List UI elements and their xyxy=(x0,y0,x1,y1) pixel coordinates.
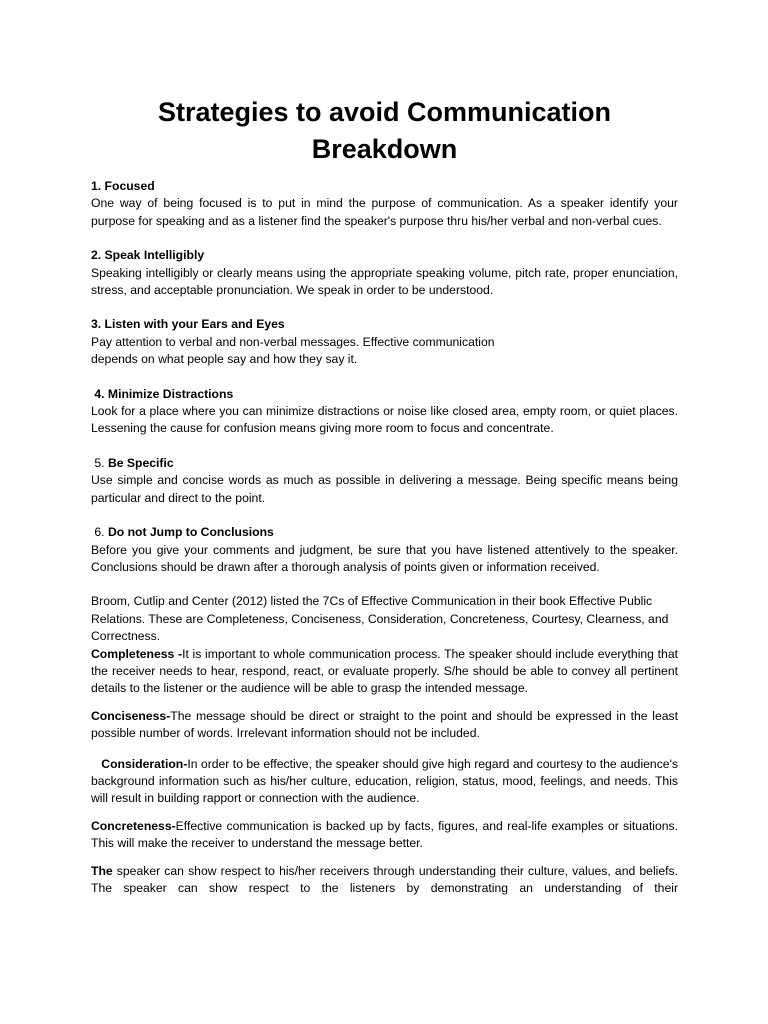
title-line-1: Strategies to avoid Communication xyxy=(157,97,612,127)
section-text: Look for a place where you can minimize distractions or noise like closed area, empty room, or quiet places. Lessening the cause for confusion means giving more room to focus and concentrate. xyxy=(91,404,678,436)
section-heading: 3. Listen with your Ears and Eyes xyxy=(91,317,285,332)
section-minimize-distractions xyxy=(91,386,678,438)
document-title xyxy=(91,94,678,168)
c-text: The message should be direct or straight to the point and should be expressed in the least possible number of words. Irrelevant information should not be included. xyxy=(91,708,678,741)
c-courtesy xyxy=(91,863,678,898)
section-heading xyxy=(91,524,678,541)
c-text: In order to be effective, the speaker should give high regard and courtesy to the audience's background information such as his/her culture, education, religion, status, mood, feelings, and needs. This will result in building rapport or connection with the audience. xyxy=(91,756,678,806)
section-focused xyxy=(91,178,678,230)
section-number: 5. xyxy=(91,455,108,470)
section-heading-label: Be Specific xyxy=(107,455,174,470)
intro-paragraph: Broom, Cutlip and Center (2012) listed the 7Cs of Effective Communication in their book Effective Public Relations. These are Completeness, Conciseness, Consideration, Concreteness, Courtesy, Clearness, and Correctness. xyxy=(91,594,669,644)
c-term: Concreteness- xyxy=(91,818,176,833)
section-listen xyxy=(91,316,678,368)
section-text: Use simple and concise words as much as possible in delivering a message. Being specific means being particular and direct to the point. xyxy=(91,473,678,505)
c-consideration xyxy=(91,756,678,808)
c-text: Effective communication is backed up by facts, figures, and real-life examples or situations. This will make the receiver to understand the message better. xyxy=(91,818,678,851)
c-conciseness xyxy=(91,708,678,743)
section-heading: 2. Speak Intelligibly xyxy=(91,248,205,263)
section-text: One way of being focused is to put in mind the purpose of communication. As a speaker identify your purpose for speaking and as a listener find the speaker's purpose thru his/her verbal and non-verbal cues. xyxy=(91,196,678,228)
section-number: 6. xyxy=(91,525,108,540)
section-text-line-2: depends on what people say and how they say it. xyxy=(91,352,358,367)
c-completeness xyxy=(91,646,678,698)
section-be-specific xyxy=(91,455,678,507)
c-text: speaker can show respect to his/her receivers through understanding their culture, values, and beliefs. The speaker can show respect to the listeners by demonstrating an understanding of their xyxy=(91,863,678,895)
section-text-line-1: Pay attention to verbal and non-verbal messages. Effective communication xyxy=(91,334,495,349)
section-speak-intelligibly xyxy=(91,247,678,299)
section-heading: 4. Minimize Distractions xyxy=(91,386,234,401)
c-term: The xyxy=(91,863,113,878)
c-term: Conciseness- xyxy=(91,708,171,723)
c-concreteness xyxy=(91,818,678,853)
title-line-2: Breakdown xyxy=(311,134,458,164)
section-no-jump-conclusions xyxy=(91,524,678,576)
section-heading xyxy=(91,455,678,472)
section-heading-label: Do not Jump to Conclusions xyxy=(107,525,274,540)
document-body xyxy=(91,178,678,897)
section-text: Speaking intelligibly or clearly means using the appropriate speaking volume, pitch rate, proper enunciation, stress, and acceptable pronunciation. We speak in order to be understood. xyxy=(91,265,678,298)
c-term: Completeness - xyxy=(91,646,183,661)
section-heading: 1. Focused xyxy=(91,179,155,193)
c-text: It is important to whole communication process. The speaker should include everything that the receiver needs to hear, respond, react, or evaluate properly. S/he should be able to convey all pertinent details to the listener or the audience will be able to grasp the intended message. xyxy=(91,646,678,696)
section-text: Before you give your comments and judgment, be sure that you have listened attentively to the speaker. Conclusions should be drawn after a thorough analysis of points given or information received. xyxy=(91,542,678,574)
c-term: Consideration- xyxy=(91,756,188,771)
